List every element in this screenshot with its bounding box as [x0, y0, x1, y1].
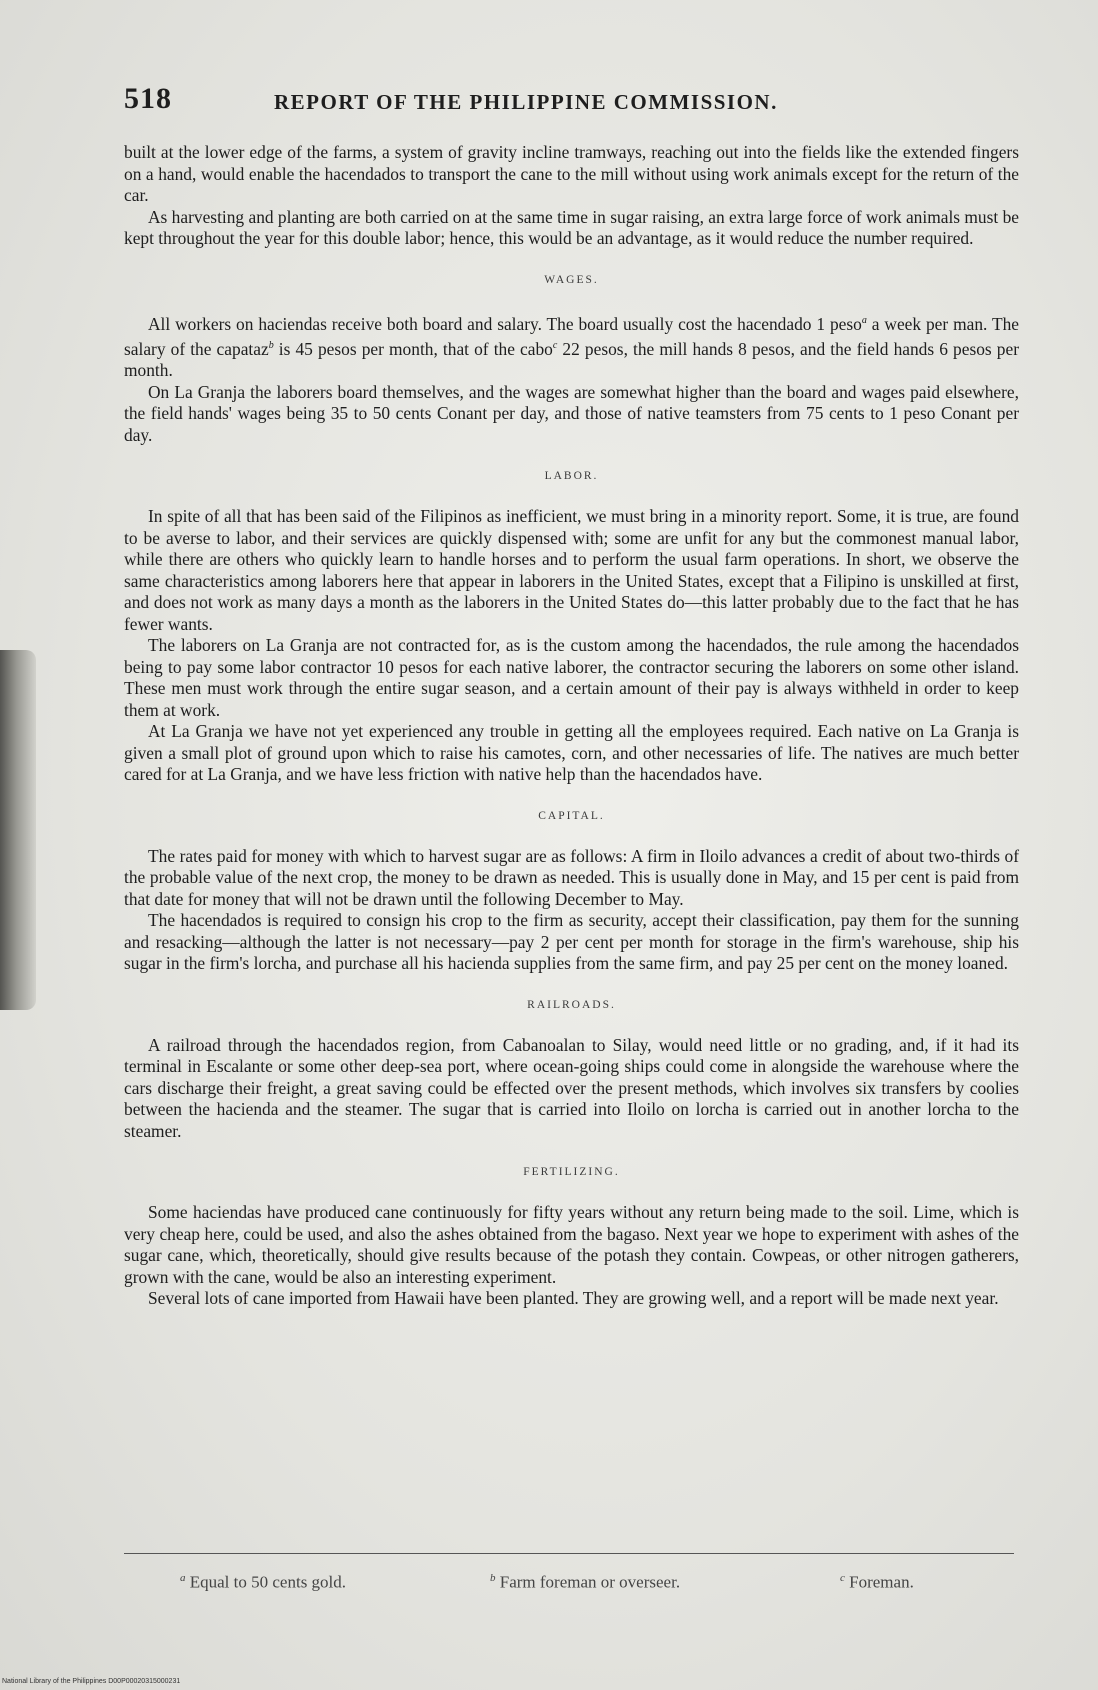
capital-paragraph-1: The rates paid for money with which to harvest sugar are as follows: A firm in Iloilo advances a credit of about two-thirds of the probable value of the next crop, the money to be drawn as needed. This is usually done in May, and 15 per cent is paid from that date for money that will not be drawn until the following December to May.	[124, 845, 1019, 909]
section-heading-fertilizing: FERTILIZING.	[523, 1166, 620, 1179]
labor-paragraph-2: The laborers on La Granja are not contracted for, as is the custom among the hacendados, the rule among the hacendados being to pay some labor contractor 10 pesos for each native laborer, the contractor securing the laborers on some other island. These men must work through the entire sugar season, and a certain amount of their pay is always withheld in order to keep them at work.	[124, 635, 1019, 720]
footnote-marker-a: a	[861, 314, 867, 326]
intro-paragraph-1: built at the lower edge of the farms, a system of gravity incline tramways, reaching out into the fields like the extended fingers on a hand, would enable the hacendados to transport the cane to the mill without using work animals except for the return of the car.	[124, 142, 1019, 205]
footnote-marker-b: b	[268, 339, 274, 351]
fertilizing-paragraph-1: Some haciendas have produced cane continuously for fifty years without any return being made to the soil. Lime, which is very cheap here, could be used, and also the ashes obtained from the bagaso. Next year we hope to experiment with ashes of the sugar cane, which, theoretically, should give results because of the potash they contain. Cowpeas, or other nitrogen gatherers, grown with the cane, would be also an interesting experiment.	[124, 1202, 1019, 1287]
wages-paragraph-2: On La Granja the laborers board themselves, and the wages are somewhat higher than the board and wages paid elsewhere, the field hands' wages being 35 to 50 cents Conant per day, and those of native teamsters from 75 cents to 1 peso Conant per day.	[124, 381, 1019, 445]
footnote-a: $^a$ Equal to 50 cents gold.	[180, 1572, 347, 1592]
footnote-c: $^c$ Foreman.	[840, 1572, 914, 1592]
footnote-b: $^b$ Farm foreman or overseer.	[490, 1572, 681, 1592]
footnote-marker-c: c	[552, 339, 558, 351]
intro-paragraph-2: As harvesting and planting are both carried on at the same time in sugar raising, an extra large force of work animals must be kept throughout the year for this double labor; hence, this would be an advantage, as it would reduce the number required.	[124, 206, 1019, 248]
wages-paragraph-1: All workers on haciendas receive both board and salary. The board usually cost the hacendado 1 peso$^a$ a week per man. The salary of the capataz$^b$ is 45 pesos per month, that of the cabo$^c$ 22 pesos, the mill hands 8 pesos, and the field hands 6 pesos per month.	[124, 313, 1019, 381]
section-heading-wages: WAGES.	[544, 273, 599, 286]
page-header	[124, 82, 1024, 122]
section-heading-railroads: RAILROADS.	[527, 998, 616, 1011]
running-head: REPORT OF THE PHILIPPINE COMMISSION.	[274, 90, 778, 114]
labor-paragraph-1: In spite of all that has been said of the Filipinos as inefficient, we must bring in a minority report. Some, it is true, are found to be averse to labor, and their services are quickly dispensed with; some are unfit for any but the commonest manual labor, while there are others who quickly learn to handle horses and to perform the usual farm operations. In short, we observe the same characteristics among laborers here that appear in laborers in the United States, except that a Filipino is unskilled at first, and does not work as many days a month as the laborers in the United States do—this latter probably due to the fact that he has fewer wants.	[124, 506, 1019, 634]
railroads-paragraph-1: A railroad through the hacendados region, from Cabanoalan to Silay, would need little or no grading, and, if it had its terminal in Escalante or some other deep-sea port, where ocean-going ships could come in alongside the warehouse where the cars discharge their freight, a great saving could be effected over the present methods, which involves six transfers by coolies between the hacienda and the steamer. The sugar that is carried into Iloilo on lorcha is carried out in another lorcha to the steamer.	[124, 1034, 1019, 1141]
fertilizing-paragraph-2: Several lots of cane imported from Hawaii have been planted. They are growing well, and a report will be made next year.	[148, 1288, 999, 1309]
section-heading-labor: LABOR.	[544, 470, 599, 483]
archive-label: National Library of the Philippines D00P00020315000231	[2, 1678, 181, 1685]
section-heading-capital: CAPITAL.	[538, 809, 605, 822]
footnote-divider	[124, 1553, 1014, 1554]
body-text	[124, 142, 1019, 1310]
footnotes	[180, 1572, 1000, 1596]
capital-paragraph-2: The hacendados is required to consign his crop to the firm as security, accept their classification, pay them for the sunning and resacking—although the latter is not necessary—pay 2 per cent per month for storage in the firm's warehouse, ship his sugar in the firm's lorcha, and purchase all his hacienda supplies from the same firm, and pay 25 per cent on the money loaned.	[124, 910, 1019, 974]
labor-paragraph-3: At La Granja we have not yet experienced any trouble in getting all the employees required. Each native on La Granja is given a small plot of ground upon which to raise his camotes, corn, and other necessaries of life. The natives are much better cared for at La Granja, and we have less friction with native help than the hacendados have.	[124, 721, 1019, 785]
page-number: 518	[124, 82, 172, 115]
binding-edge	[0, 650, 36, 1010]
